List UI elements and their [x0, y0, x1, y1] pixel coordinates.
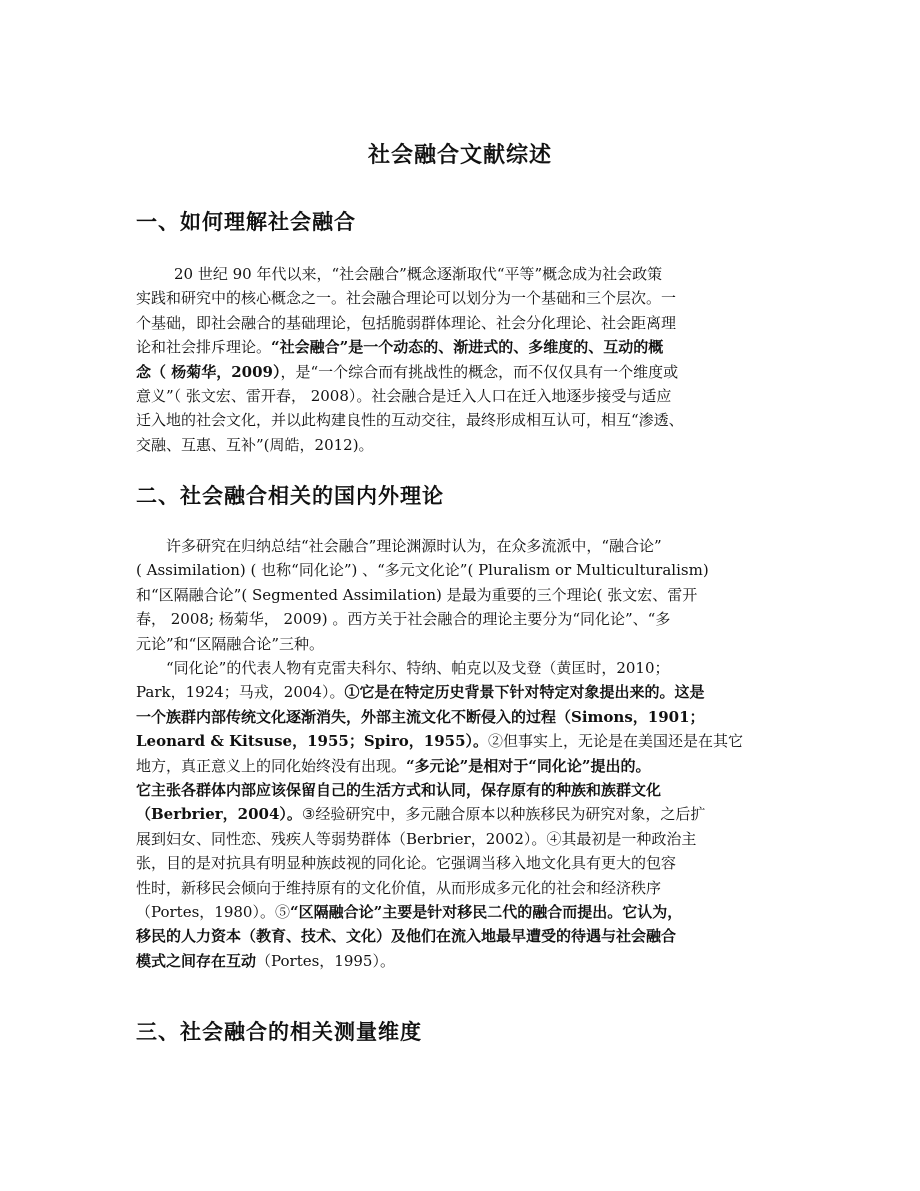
- text-line: [136, 900, 786, 924]
- text-span: ，是“一个综合而有挑战性的概念，而不仅仅具有一个维度或: [280, 362, 679, 381]
- bold-text-span: “多元论”是相对于“同化论”提出的。: [406, 756, 651, 775]
- text-line: ( Assimilation) ( 也称“同化论”) 、“多元文化论”( Pluralism or Multiculturalism): [136, 561, 709, 580]
- text-line: [136, 949, 786, 973]
- text-line: 一个族群内部传统文化逐渐消失，外部主流文化不断侵入的过程（Simons，1901；: [136, 707, 705, 726]
- text-line: [136, 802, 786, 826]
- bold-text-span: （Berbrier，2004）。: [136, 805, 302, 824]
- text-span: 论和社会排斥理论。: [136, 338, 272, 357]
- section-3-heading: 三、社会融合的相关测量维度: [136, 1020, 422, 1044]
- text-line: 移民的人力资本（教育、技术、文化）及他们在流入地最早遭受的待遇与社会融合: [136, 927, 677, 946]
- section-2-paragraph-2: [136, 656, 786, 973]
- text-line: [136, 680, 786, 704]
- text-line: “同化论”的代表人物有克雷夫科尔、特纳、帕克以及戈登（黄匡时，2010；: [166, 659, 670, 677]
- text-span: 地方，真正意义上的同化始终没有出现。: [136, 756, 407, 775]
- text-line: 意义”（ 张文宏、雷开春， 2008）。社会融合是迁入人口在迁入地逐步接受与适应: [136, 386, 672, 405]
- bold-text-span: ①它是在特定历史背景下针对特定对象提出来的。这是: [344, 683, 705, 702]
- bold-text-span: 念（ 杨菊华，2009）: [136, 362, 281, 381]
- text-line: [136, 754, 786, 778]
- text-span: ②但事实上，无论是在美国还是在其它: [488, 732, 744, 751]
- text-line: 和“区隔融合论”( Segmented Assimilation) 是最为重要的三个理论( 张文宏、雷开: [136, 585, 698, 604]
- bold-text-span: 模式之间存在互动: [136, 951, 257, 970]
- text-line: 展到妇女、同性恋、残疾人等弱势群体（Berbrier，2002）。④其最初是一种政治主: [136, 829, 697, 848]
- text-line: 个基础，即社会融合的基础理论，包括脆弱群体理论、社会分化理论、社会距离理: [136, 313, 677, 332]
- bold-text-span: “社会融合”是一个动态的、渐进式的、多维度的、互动的概: [271, 338, 664, 357]
- text-line: 性时，新移民会倾向于维持原有的文化价值，从而形成多元化的社会和经济秩序: [136, 878, 662, 897]
- text-span: （Portes，1995）。: [256, 951, 395, 970]
- text-span: ③经验研究中，多元融合原本以种族移民为研究对象，之后扩: [301, 805, 706, 824]
- section-2-heading: 二、社会融合相关的国内外理论: [136, 484, 444, 508]
- text-line: 交融、互惠、互补”(周皓，2012)。: [136, 435, 374, 454]
- text-line: 张，目的是对抗具有明显种族歧视的同化论。它强调当移入地文化具有更大的包容: [136, 854, 677, 873]
- text-line: [136, 729, 786, 753]
- text-line: [136, 360, 786, 384]
- text-line: 它主张各群体内部应该保留自己的生活方式和认同，保存原有的种族和族群文化: [136, 780, 662, 799]
- text-line: 实践和研究中的核心概念之一。社会融合理论可以划分为一个基础和三个层次。一: [136, 289, 677, 308]
- text-span: （Portes，1980）。⑤: [136, 902, 290, 921]
- section-2-paragraph-1: [136, 534, 786, 656]
- text-line: 元论”和“区隔融合论”三种。: [136, 634, 325, 653]
- text-line: 迁入地的社会文化，并以此构建良性的互动交往，最终形成相互认可，相互“渗透、: [136, 411, 684, 430]
- text-line: 许多研究在归纳总结“社会融合”理论渊源时认为，在众多流派中，“融合论”: [166, 537, 662, 555]
- text-line: [136, 335, 786, 359]
- section-1-heading: 一、如何理解社会融合: [136, 210, 356, 234]
- section-1-paragraph: [136, 262, 786, 457]
- text-line: 春， 2008; 杨菊华， 2009) 。西方关于社会融合的理论主要分为“同化论”、“多: [136, 610, 671, 629]
- bold-text-span: “区隔融合论”主要是针对移民二代的融合而提出。它认为，: [289, 902, 683, 921]
- text-span: Park，1924；马戎，2004）。: [136, 683, 345, 702]
- text-line: 20 世纪 90 年代以来，“社会融合”概念逐渐取代“平等”概念成为社会政策: [174, 265, 663, 283]
- bold-text-span: Leonard & Kitsuse，1955；Spiro，1955）。: [136, 732, 489, 751]
- document-title: 社会融合文献综述: [367, 143, 552, 168]
